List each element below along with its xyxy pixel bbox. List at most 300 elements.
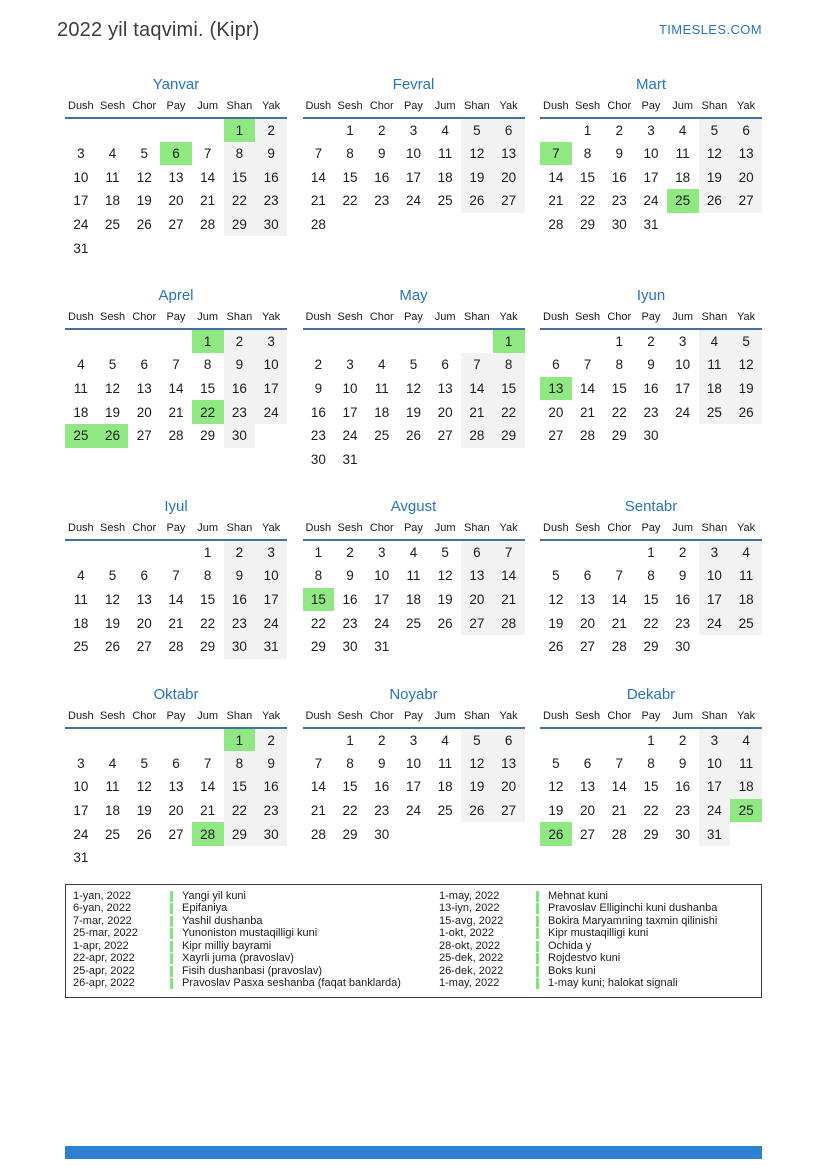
empty-cell [398,822,430,846]
legend-holiday-name: Pravoslav Pasxa seshanba (faqat banklarda) [182,977,401,990]
legend-date: 22-apr, 2022 [73,952,135,965]
week-row [65,236,287,260]
weekday-header-row [540,710,762,728]
day-cell: 2 [647,333,655,349]
weekend-day-cell: 31 [699,822,731,846]
empty-cell [540,728,572,752]
week-row [303,635,525,659]
week-row [65,751,287,775]
month-title-yanvar[interactable]: Yanvar [152,76,200,93]
weekday-header: Yak [493,311,525,329]
weekday-header: Pay [160,311,192,329]
day-cell: 8 [203,357,212,373]
weekend-day-cell: 17 [699,588,731,612]
empty-cell [540,540,572,564]
day-cell: 31 [73,240,89,256]
empty-cell [429,635,461,659]
weekday-header: Sesh [572,311,604,329]
weekday-header: Pay [635,710,667,728]
day-cell: 22 [611,404,627,420]
day-cell: 30 [675,826,691,842]
weekend-day-cell: 28 [493,611,525,635]
day-cell: 12 [136,169,152,185]
empty-cell [334,213,366,237]
day-cell: 11 [73,380,88,396]
legend-date: 1-may, 2022 [439,889,500,902]
holiday-marker-bar [170,916,173,927]
empty-cell [493,822,525,846]
weekday-header: Sesh [97,311,129,329]
month-yanvar [65,76,287,260]
empty-cell [128,728,160,752]
empty-cell [398,329,430,353]
weekday-header: Chor [603,710,635,728]
day-cell: 4 [409,545,418,561]
day-cell: 29 [580,217,596,233]
week-row [540,564,762,588]
holiday-day-cell: 15 [303,588,335,612]
month-title-oktabr[interactable]: Oktabr [153,685,199,703]
weekend-day-cell: 19 [730,377,762,401]
day-cell: 4 [441,122,449,138]
legend-date: 13-iyn, 2022 [439,902,500,915]
day-cell: 10 [405,146,421,162]
month-mart [540,76,762,260]
day-cell: 14 [611,591,627,607]
day-cell: 29 [200,428,216,444]
weekend-day-cell: 30 [224,424,256,448]
month-dekabr [540,686,762,870]
empty-cell [461,822,493,846]
legend-holiday-name: Fisih dushanbasi (pravoslav) [182,964,323,977]
day-cell: 22 [643,803,659,819]
day-cell: 25 [405,615,421,631]
day-cell: 18 [374,404,390,420]
weekday-header: Chor [603,100,635,118]
empty-cell [303,118,335,142]
day-cell: 1 [615,333,624,349]
holiday-legend [65,884,762,998]
day-cell: 26 [405,428,421,444]
week-row [540,165,762,189]
day-cell: 12 [548,779,564,795]
legend-holiday-name: Pravoslav Elliginchi kuni dushanba [548,902,718,915]
day-cell: 2 [378,732,386,748]
month-title-iyun[interactable]: Iyun [636,287,666,305]
day-cell: 18 [437,169,453,185]
weekend-day-cell: 2 [255,118,287,142]
empty-cell [429,448,461,472]
weekday-header: Shan [224,100,256,118]
legend-row [66,902,432,915]
day-cell: 19 [437,591,453,607]
weekday-header: Dush [65,311,97,329]
legend-date: 25-apr, 2022 [73,964,135,977]
day-cell: 15 [580,169,596,185]
weekend-day-cell: 5 [461,728,493,752]
weekend-day-cell: 5 [461,118,493,142]
day-cell: 9 [378,146,386,162]
week-row [65,189,287,213]
weekend-day-cell: 25 [699,400,731,424]
week-row [540,799,762,823]
empty-cell [65,728,97,752]
day-cell: 8 [314,568,323,584]
weekend-day-cell: 14 [461,377,493,401]
legend-row [66,977,432,990]
weekend-day-cell: 27 [493,799,525,823]
day-cell: 9 [314,380,323,396]
day-cell: 14 [200,779,216,795]
holiday-marker-bar [170,966,173,977]
empty-cell [730,424,762,448]
weekend-day-cell: 6 [493,728,525,752]
legend-row [432,902,761,915]
day-cell: 23 [342,615,358,631]
weekend-day-cell: 5 [699,118,731,142]
day-cell: 17 [342,404,358,420]
empty-cell [97,329,129,353]
day-cell: 26 [136,826,152,842]
legend-row [432,977,761,990]
day-cell: 21 [200,803,216,819]
day-cell: 6 [441,357,449,373]
day-cell: 14 [168,380,184,396]
legend-column-right [432,890,761,990]
day-cell: 16 [374,169,390,185]
weekday-header: Chor [128,710,160,728]
day-cell: 21 [548,193,564,209]
day-cell: 14 [611,779,627,795]
month-table-fevral [303,100,525,236]
day-cell: 28 [580,428,596,444]
day-cell: 8 [203,568,212,584]
empty-cell [65,118,97,142]
empty-cell [97,728,129,752]
legend-holiday-name: Rojdestvo kuni [548,952,621,965]
site-link[interactable]: TIMESLES.COM [658,22,762,37]
holiday-day-cell: 26 [540,822,572,846]
weekday-header: Dush [303,710,335,728]
weekday-header: Shan [699,311,731,329]
week-row [65,165,287,189]
day-cell: 4 [678,122,687,138]
week-row [303,142,525,166]
weekday-header-row [540,100,762,118]
day-cell: 30 [310,451,326,467]
legend-date: 7-mar, 2022 [73,914,132,927]
month-title-sentabr[interactable]: Sentabr [624,498,678,516]
day-cell: 22 [580,193,596,209]
day-cell: 5 [140,146,149,162]
day-cell: 19 [136,803,152,819]
weekend-day-cell: 2 [255,728,287,752]
weekend-day-cell: 7 [493,540,525,564]
weekend-day-cell: 24 [699,799,731,823]
weekday-header-row [540,522,762,540]
holiday-day-cell: 25 [65,424,97,448]
empty-cell [255,846,287,870]
weekend-day-cell: 15 [224,775,256,799]
day-cell: 10 [675,357,691,373]
week-row [540,353,762,377]
empty-cell [192,236,224,260]
legend-row [66,927,432,940]
day-cell: 25 [105,217,121,233]
weekend-day-cell: 11 [730,564,762,588]
day-cell: 5 [552,568,560,584]
holiday-day-cell: 1 [493,329,525,353]
weekend-day-cell: 6 [461,540,493,564]
weekend-day-cell: 22 [224,799,256,823]
day-cell: 13 [580,779,596,795]
month-oktabr [65,686,287,870]
day-cell: 20 [437,404,453,420]
week-row [65,635,287,659]
day-cell: 31 [374,639,390,655]
day-cell: 21 [168,615,184,631]
month-title-may[interactable]: May [399,287,428,305]
holiday-day-cell: 25 [667,189,699,213]
weekday-header: Sesh [572,522,604,540]
day-cell: 23 [611,193,627,209]
month-sentabr [540,498,762,658]
month-table-oktabr [65,710,287,870]
holiday-marker-bar [536,928,539,939]
weekend-day-cell: 24 [255,400,287,424]
weekend-day-cell: 31 [255,635,287,659]
day-cell: 6 [172,755,180,771]
day-cell: 7 [615,755,624,771]
day-cell: 7 [583,357,592,373]
week-row [540,189,762,213]
weekend-day-cell: 6 [493,118,525,142]
weekend-day-cell: 3 [255,329,287,353]
day-cell: 24 [73,217,89,233]
empty-cell [493,213,525,237]
day-cell: 25 [437,803,453,819]
day-cell: 18 [105,803,121,819]
weekday-header: Jum [192,311,224,329]
day-cell: 24 [73,826,89,842]
week-row [540,424,762,448]
day-cell: 11 [374,380,389,396]
day-cell: 11 [406,568,421,584]
day-cell: 20 [548,404,564,420]
weekday-header: Pay [398,710,430,728]
holiday-marker-bar [536,941,539,952]
weekday-header: Dush [303,311,335,329]
weekend-day-cell: 20 [493,775,525,799]
weekend-day-cell: 6 [730,118,762,142]
day-cell: 15 [200,380,216,396]
month-title-mart[interactable]: Mart [636,76,666,93]
day-cell: 30 [342,639,358,655]
legend-date: 25-dek, 2022 [439,952,504,965]
day-cell: 23 [643,404,659,420]
day-cell: 7 [172,357,180,373]
week-row [303,424,525,448]
month-table-may [303,311,525,471]
weekday-header: Jum [667,100,699,118]
day-cell: 21 [200,193,216,209]
page-header [57,19,762,42]
week-row [65,424,287,448]
weekend-day-cell: 20 [461,588,493,612]
day-cell: 3 [678,333,687,349]
day-cell: 16 [342,591,358,607]
empty-cell [540,118,572,142]
weekend-day-cell: 12 [461,751,493,775]
day-cell: 30 [374,826,390,842]
week-row [65,400,287,424]
weekend-day-cell: 17 [699,775,731,799]
weekend-day-cell: 10 [699,751,731,775]
day-cell: 8 [346,755,354,771]
weekend-day-cell: 27 [493,189,525,213]
legend-holiday-name: Yangi yil kuni [182,889,246,902]
weekday-header: Pay [635,100,667,118]
day-cell: 19 [548,803,564,819]
day-cell: 3 [77,755,85,771]
week-row [303,751,525,775]
weekday-header: Jum [429,311,461,329]
day-cell: 14 [168,591,184,607]
weekday-header: Chor [603,522,635,540]
week-row [540,635,762,659]
weekend-day-cell: 20 [730,165,762,189]
legend-date: 15-avg, 2022 [439,914,504,927]
day-cell: 19 [105,615,121,631]
weekday-header: Chor [128,100,160,118]
empty-cell [97,540,129,564]
day-cell: 14 [200,169,216,185]
weekend-day-cell: 4 [730,540,762,564]
weekend-day-cell: 21 [493,588,525,612]
holiday-marker-bar [536,953,539,964]
weekend-day-cell: 14 [493,564,525,588]
empty-cell [603,540,635,564]
day-cell: 8 [647,568,655,584]
day-cell: 28 [611,639,627,655]
week-row [540,540,762,564]
weekend-day-cell: 18 [699,377,731,401]
holiday-day-cell: 6 [160,142,192,166]
holiday-marker-bar [536,966,539,977]
weekend-day-cell: 12 [699,142,731,166]
weekday-header: Shan [699,100,731,118]
weekday-header-row [65,311,287,329]
weekend-day-cell: 23 [255,189,287,213]
day-cell: 3 [409,732,418,748]
holiday-marker-bar [170,941,173,952]
weekday-header-row [303,710,525,728]
empty-cell [303,728,335,752]
weekend-day-cell: 17 [255,377,287,401]
week-row [65,353,287,377]
empty-cell [192,728,224,752]
empty-cell [429,213,461,237]
weekend-day-cell: 19 [461,165,493,189]
weekday-header: Pay [160,100,192,118]
weekday-header: Shan [699,522,731,540]
day-cell: 2 [346,545,354,561]
weekend-day-cell: 9 [255,751,287,775]
legend-holiday-name: Xayrli juma (pravoslav) [182,952,294,965]
day-cell: 19 [136,193,152,209]
day-cell: 5 [108,357,117,373]
month-title-dekabr[interactable]: Dekabr [626,685,676,703]
legend-row [432,952,761,965]
day-cell: 4 [77,568,85,584]
weekday-header: Jum [429,522,461,540]
weekday-header: Shan [224,522,256,540]
month-title-noyabr[interactable]: Noyabr [389,685,438,703]
day-cell: 14 [580,380,596,396]
holiday-marker-bar [536,891,539,902]
weekend-day-cell: 17 [255,588,287,612]
weekend-day-cell: 3 [699,728,731,752]
weekday-header: Sesh [334,311,366,329]
weekend-day-cell: 4 [730,728,762,752]
day-cell: 18 [675,169,691,185]
legend-holiday-name: Epifaniya [182,902,228,915]
empty-cell [65,540,97,564]
holiday-marker-bar [536,978,539,989]
day-cell: 22 [200,615,216,631]
week-row [65,588,287,612]
month-title-avgust[interactable]: Avgust [390,498,437,516]
week-row [65,118,287,142]
day-cell: 16 [643,380,659,396]
weekday-header: Chor [128,522,160,540]
week-row [303,799,525,823]
day-cell: 16 [675,591,691,607]
day-cell: 22 [310,615,326,631]
empty-cell [572,329,604,353]
legend-date: 6-yan, 2022 [73,902,132,915]
weekend-day-cell: 19 [461,775,493,799]
empty-cell [572,540,604,564]
empty-cell [493,448,525,472]
week-row [303,728,525,752]
day-cell: 17 [374,591,390,607]
holiday-marker-bar [170,953,173,964]
week-row [540,329,762,353]
day-cell: 25 [73,639,89,655]
day-cell: 17 [643,169,659,185]
day-cell: 6 [552,357,560,373]
weekend-day-cell: 16 [224,377,256,401]
day-cell: 9 [615,146,624,162]
day-cell: 18 [73,615,89,631]
holiday-day-cell: 25 [730,799,762,823]
day-cell: 9 [678,568,687,584]
day-cell: 5 [552,755,560,771]
weekend-day-cell: 13 [493,751,525,775]
week-row [65,564,287,588]
weekday-header: Jum [429,710,461,728]
legend-holiday-name: Boks kuni [548,964,596,977]
month-title-fevral[interactable]: Fevral [392,76,435,93]
legend-row [66,890,432,903]
legend-date: 1-may, 2022 [439,977,500,990]
legend-date: 1-yan, 2022 [73,889,132,902]
month-title-iyul[interactable]: Iyul [164,498,188,516]
month-title-aprel[interactable]: Aprel [158,287,194,305]
day-cell: 24 [675,404,691,420]
empty-cell [461,329,493,353]
